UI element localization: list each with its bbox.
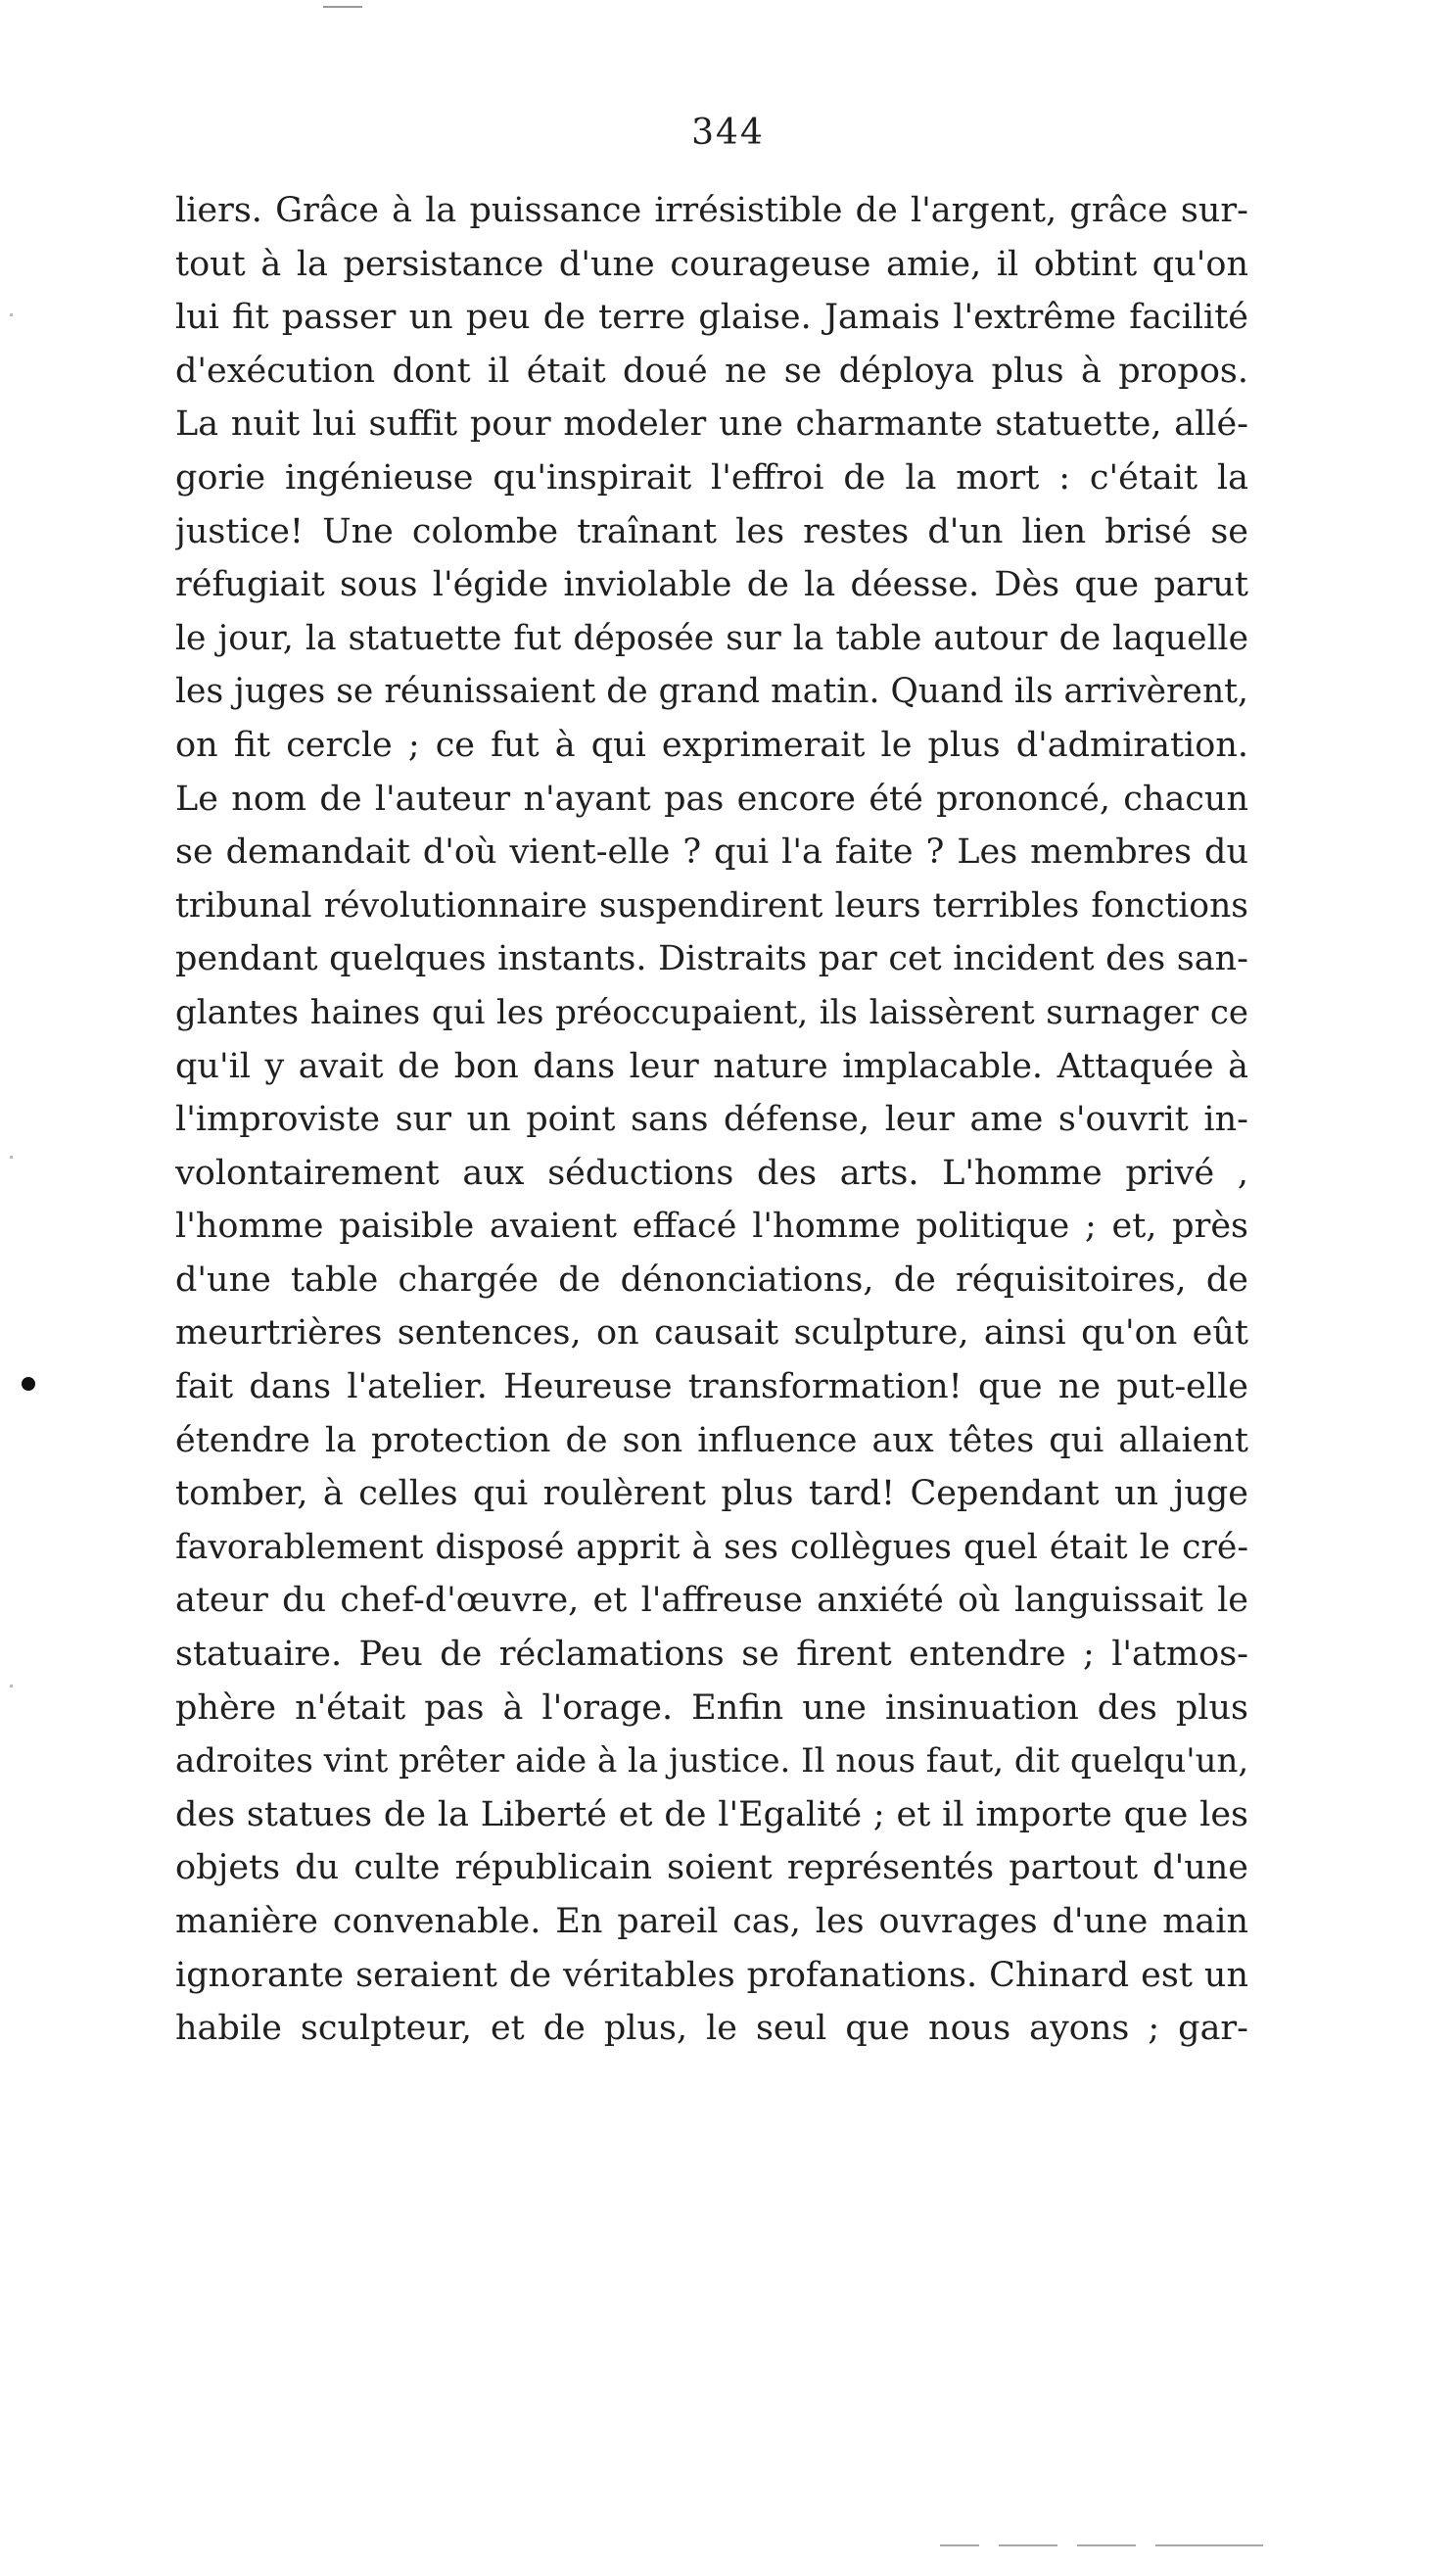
text-line: tribunal révolutionnaire suspendirent leurs terribles fonctions <box>175 885 1248 926</box>
text-line: ignorante seraient de véritables profanations. Chinard est un <box>175 1955 1248 1995</box>
text-line: d'une table chargée de dénonciations, de réquisitoires, de <box>175 1259 1248 1300</box>
scan-edge-mark <box>1077 2544 1136 2546</box>
scan-edge-mark <box>323 6 362 8</box>
ink-blot <box>22 1377 35 1391</box>
text-line: statuaire. Peu de réclamations se firent entendre ; l'atmos- <box>175 1635 1248 1675</box>
scan-speck <box>10 1156 13 1159</box>
text-line: ateur du chef-d'œuvre, et l'affreuse anxiété où languissait le <box>175 1581 1248 1621</box>
scan-speck <box>10 313 13 316</box>
body-text <box>175 184 1248 2056</box>
text-line: réfugiait sous l'égide inviolable de la déesse. Dès que parut <box>175 565 1248 605</box>
text-line: lui fit passer un peu de terre glaise. Jamais l'extrême facilité <box>175 298 1248 338</box>
text-line: manière convenable. En pareil cas, les ouvrages d'une main <box>175 1902 1248 1941</box>
text-line: d'exécution dont il était doué ne se déploya plus à propos. <box>175 351 1248 391</box>
text-line: se demandait d'où vient-elle ? qui l'a faite ? Les membres du <box>175 832 1248 873</box>
text-line: l'homme paisible avaient effacé l'homme politique ; et, près <box>175 1207 1248 1247</box>
text-line: volontairement aux séductions des arts. L'homme privé , <box>175 1153 1248 1193</box>
text-line: favorablement disposé apprit à ses collègues quel était le cré- <box>175 1527 1248 1567</box>
page-number: 344 <box>691 113 765 153</box>
text-line: le jour, la statuette fut déposée sur la table autour de laquelle <box>175 618 1248 658</box>
text-line: objets du culte républicain soient représentés partout d'une <box>175 1848 1248 1888</box>
text-line: pendant quelques instants. Distraits par cet incident des san- <box>175 939 1248 979</box>
text-line: adroites vint prêter aide à la justice. Il nous faut, dit quelqu'un, <box>175 1741 1248 1782</box>
text-line: Le nom de l'auteur n'ayant pas encore été prononcé, chacun <box>175 779 1248 819</box>
text-line: habile sculpteur, et de plus, le seul que nous ayons ; gar- <box>175 2009 1248 2049</box>
text-line: tomber, à celles qui roulèrent plus tard! Cependant un juge <box>175 1474 1248 1514</box>
text-line: glantes haines qui les préoccupaient, ils laissèrent surnager ce <box>175 992 1248 1032</box>
scan-edge-mark <box>999 2544 1057 2546</box>
text-line: phère n'était pas à l'orage. Enfin une insinuation des plus <box>175 1687 1248 1728</box>
scan-edge-mark <box>940 2544 979 2546</box>
text-line: meurtrières sentences, on causait sculpture, ainsi qu'on eût <box>175 1313 1248 1354</box>
text-line: on fit cercle ; ce fut à qui exprimerait le plus d'admiration. <box>175 725 1248 765</box>
text-line: qu'il y avait de bon dans leur nature implacable. Attaquée à <box>175 1046 1248 1086</box>
text-line: liers. Grâce à la puissance irrésistible de l'argent, grâce sur- <box>175 191 1248 230</box>
text-line: gorie ingénieuse qu'inspirait l'effroi de la mort : c'était la <box>175 457 1248 498</box>
text-line: justice! Une colombe traînant les restes d'un lien brisé se <box>175 511 1248 551</box>
text-line: l'improviste sur un point sans défense, leur ame s'ouvrit in- <box>175 1100 1248 1140</box>
text-line: La nuit lui suffit pour modeler une charmante statuette, allé- <box>175 404 1248 445</box>
text-line: étendre la protection de son influence aux têtes qui allaient <box>175 1420 1248 1460</box>
text-line: les juges se réunissaient de grand matin. Quand ils arrivèrent, <box>175 672 1248 712</box>
text-line: fait dans l'atelier. Heureuse transformation! que ne put-elle <box>175 1367 1248 1407</box>
scan-speck <box>10 1685 13 1687</box>
text-line: des statues de la Liberté et de l'Egalité ; et il importe que les <box>175 1794 1248 1834</box>
scan-edge-mark <box>1155 2544 1263 2546</box>
text-line: tout à la persistance d'une courageuse amie, il obtint qu'on <box>175 244 1248 284</box>
